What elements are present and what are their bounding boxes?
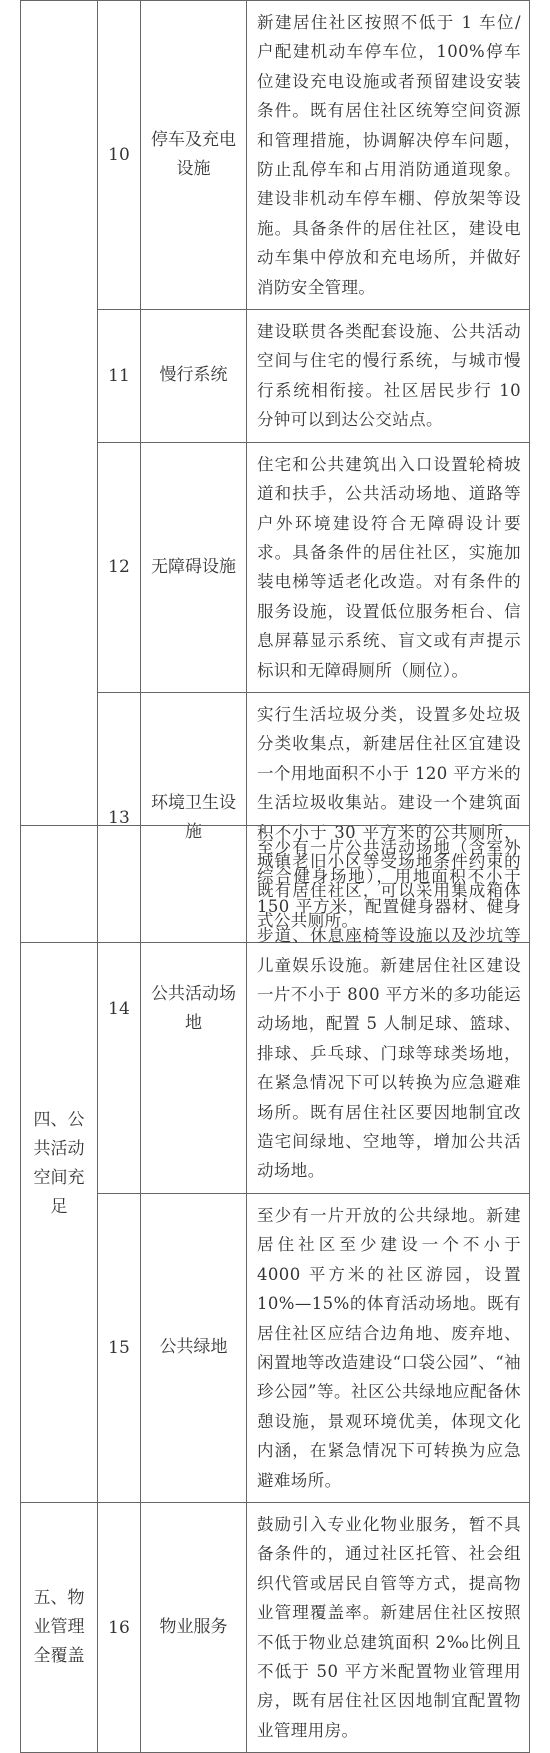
item-name: 环境卫生设施	[141, 692, 247, 942]
item-description: 实行生活垃圾分类，设置多处垃圾分类收集点，新建居住社区宜建设一个用地面积不小于 120 平方米的生活垃圾收集站。建设一个建筑面积不小于 30 平方米的公共厕所，城镇老旧小区等受场地条件约束的既有居住社区，可以采用集成箱体式公共厕所。	[247, 692, 530, 942]
row-number: 12	[98, 442, 141, 692]
item-name: 物业服务	[141, 1502, 247, 1752]
item-name: 无障碍设施	[141, 442, 247, 692]
row-number: 16	[98, 1502, 141, 1752]
row-number: 13	[98, 692, 141, 942]
category-cell: 四、公共活动空间充足	[21, 826, 98, 1503]
item-description: 鼓励引入专业化物业服务，暂不具备条件的，通过社区托管、社会组织代管或居民自管等方式，提高物业管理覆盖率。新建居住社区按照不低于物业总建筑面积 2‰比例且不低于 50 平方米配置物业管理用房，既有居住社区因地制宜配置物业管理用房。	[247, 1502, 530, 1752]
table-row	[21, 442, 530, 692]
row-number: 15	[98, 1193, 141, 1502]
item-description: 建设联贯各类配套设施、公共活动空间与住宅的慢行系统，与城市慢行系统相衔接。社区居民步行 10 分钟可以到达公交站点。	[247, 310, 530, 443]
row-number: 14	[98, 826, 141, 1194]
item-name: 公共活动场地	[141, 826, 247, 1194]
facilities-table-part2	[20, 825, 530, 1753]
table-row	[21, 826, 530, 1194]
table-row	[21, 310, 530, 443]
item-description: 至少有一片开放的公共绿地。新建居住社区至少建设一个不小于 4000 平方米的社区游园，设置 10%—15%的体育活动场地。既有居住社区应结合边角地、废弃地、闲置地等改造建设“口袋公园”、“袖珍公园”等。社区公共绿地应配备休憩设施，景观环境优美，体现文化内涵，在紧急情况下可转换为应急避难场所。	[247, 1193, 530, 1502]
category-cell	[21, 1, 98, 943]
category-cell: 五、物业管理全覆盖	[21, 1502, 98, 1752]
facilities-table-part1	[20, 0, 530, 943]
item-name: 停车及充电设施	[141, 1, 247, 310]
item-description: 住宅和公共建筑出入口设置轮椅坡道和扶手，公共活动场地、道路等户外环境建设符合无障碍设计要求。具备条件的居住社区，实施加装电梯等适老化改造。对有条件的服务设施，设置低位服务柜台、信息屏幕显示系统、盲文或有声提示标识和无障碍厕所（厕位）。	[247, 442, 530, 692]
table-row	[21, 1193, 530, 1502]
table-row	[21, 1502, 530, 1752]
row-number: 10	[98, 1, 141, 310]
row-number: 11	[98, 310, 141, 443]
item-description: 新建居住社区按照不低于 1 车位/户配建机动车停车位，100%停车位建设充电设施或者预留建设安装条件。既有居住社区统筹空间资源和管理措施，协调解决停车问题，防止乱停车和占用消防通道现象。建设非机动车停车棚、停放架等设施。具备条件的居住社区，建设电动车集中停放和充电场所，并做好消防安全管理。	[247, 1, 530, 310]
item-name: 慢行系统	[141, 310, 247, 443]
item-name: 公共绿地	[141, 1193, 247, 1502]
table-row	[21, 1, 530, 310]
item-description: 至少有一片公共活动场地（含室外综合健身场地），用地面积不小于 150 平方米，配置健身器材、健身步道、休息座椅等设施以及沙坑等儿童娱乐设施。新建居住社区建设一片不小于 800 平方米的多功能运动场地，配置 5 人制足球、篮球、排球、乒乓球、门球等球类场地，在紧急情况下可以转换为应急避难场所。既有居住社区要因地制宜改造宅间绿地、空地等，增加公共活动场地。	[247, 826, 530, 1194]
